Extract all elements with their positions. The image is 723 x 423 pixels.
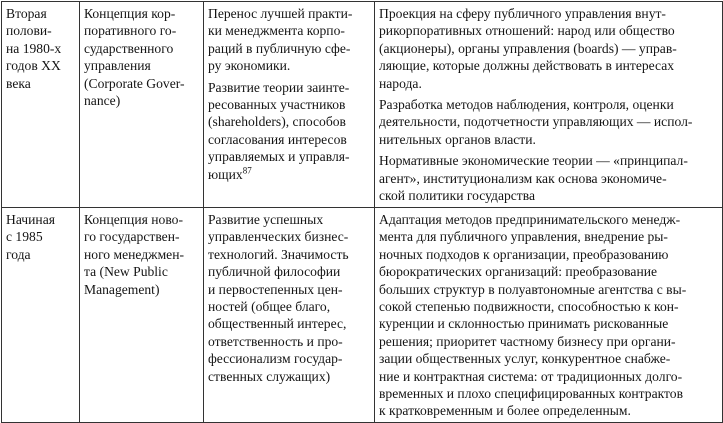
projection-cell	[375, 208, 723, 423]
table-row	[2, 2, 723, 208]
concept-text: Концепция ново- го государствен- ного менеджмен- та (New Public Management)	[84, 212, 185, 297]
period-cell	[2, 208, 80, 423]
concept-cell	[80, 2, 204, 208]
projection-paragraph: Проекция на сферу публичного управления внут- рикорпоративных отношений: народ или общество (акционеры), органы управления (boards) — управ- ляющие, которые должны действовать в интересах народа.	[379, 6, 677, 91]
projection-paragraph: Нормативные экономические теории — «принципал- агент», институционализм как основа экономиче- ской политики государства	[379, 153, 688, 204]
projection-cell	[375, 2, 723, 208]
table-row	[2, 208, 723, 423]
concepts-table	[1, 1, 723, 423]
essence-paragraph: Перенос лучшей практи- ки менеджмента корпо- раций в публичную сфе- ру экономики.	[208, 6, 353, 74]
essence-cell	[204, 2, 375, 208]
concept-cell	[80, 208, 204, 423]
period-text: Начиная с 1985 года	[6, 212, 55, 262]
period-cell	[2, 2, 80, 208]
projection-paragraph: Разработка методов наблюдения, контроля, оценки деятельности, подотчетности управляющих — испол- нительных органов власти.	[379, 97, 693, 147]
essence-cell	[204, 208, 375, 423]
concept-text: Концепция кор- поративного го- сударственного управления (Corporate Gover- nance)	[84, 6, 185, 109]
footnote-marker: 87	[242, 165, 252, 176]
essence-paragraph: Развитие успешных управленческих бизнес- технологий. Значимость публичной философии и первостепенных цен- ностей (общее благо, общественный интерес, ответственность и про- фессионализм государ- ственных служащих)	[208, 212, 349, 384]
projection-paragraph: Адаптация методов предпринимательского менедж- мента для публичного управления, внедрение ры- ночных подходов к организации, преобразованию бюрократических организаций: преобразование больших структур в полуавтономные агентства с вы- сокой степенью подвижности, способностью к кон- куренции и склонностью принимать рискованные решения; приоритет частному бизнесу при органи- зации общественных услуг, конкурентное снабже- ние и контрактная система: от традиционных долго- временных и плохо специфицированных контрактов к кратковременным и более определенным.	[379, 212, 687, 419]
essence-paragraph: Развитие теории заинте- ресованных участников (shareholders), способов согласования интересов управляемых и управля- ющих$^{87}$	[208, 79, 350, 182]
essence-last-line: ющих	[208, 166, 243, 182]
period-text: Вторая полови- на 1980-х годов XX века	[6, 6, 62, 91]
